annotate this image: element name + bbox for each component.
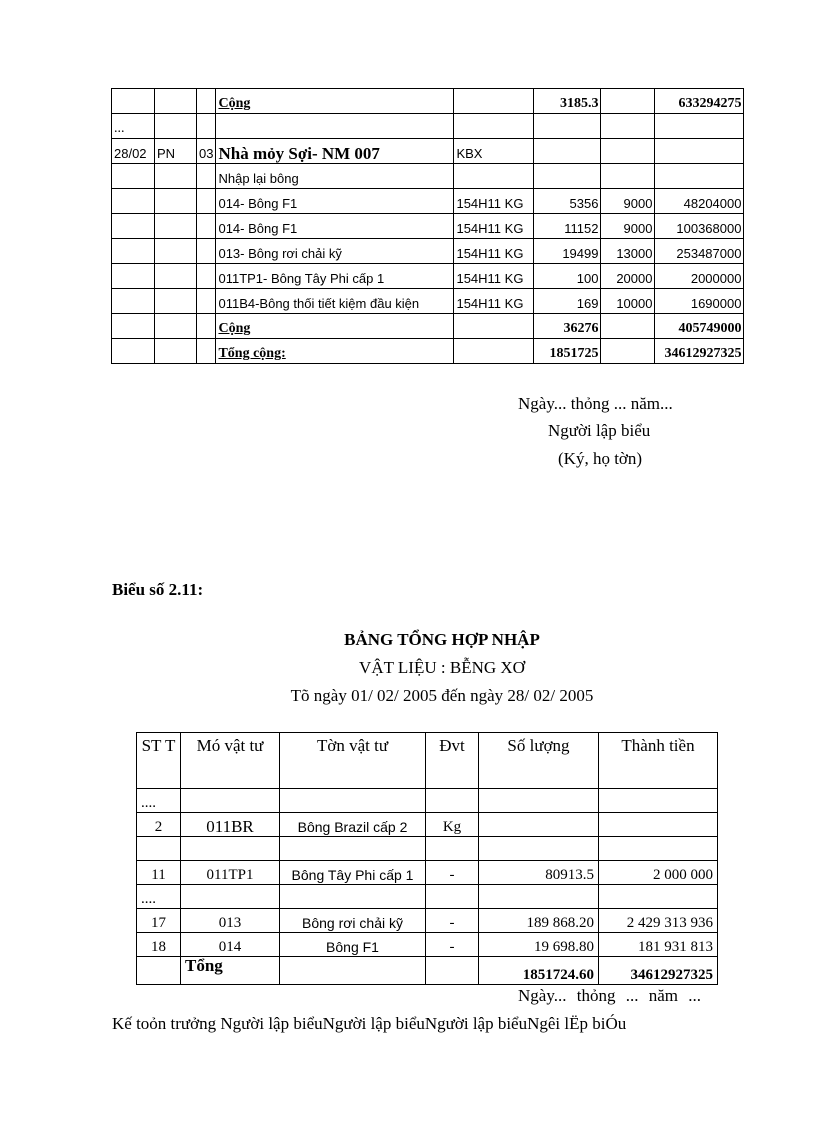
- ledger-doc-type: [155, 339, 197, 364]
- header-amount: Thành tiền: [599, 733, 718, 789]
- ledger-amount: 100368000: [655, 214, 744, 239]
- summary-quantity: [479, 813, 599, 837]
- summary-row: [137, 861, 718, 885]
- ledger-description: Nhập lại bông: [216, 164, 454, 189]
- ledger-doc-no: [197, 239, 216, 264]
- ledger-doc-type: [155, 114, 197, 139]
- ledger-price: [601, 89, 655, 114]
- ledger-account: [454, 164, 534, 189]
- ledger-doc-type: [155, 89, 197, 114]
- header-code: Mó vật tư: [181, 733, 280, 789]
- summary-quantity: 189 868.20: [479, 909, 599, 933]
- ledger-row: [112, 164, 744, 189]
- summary-table: [136, 732, 718, 985]
- ledger-amount: 253487000: [655, 239, 744, 264]
- ledger-row: [112, 339, 744, 364]
- ledger-doc-no: [197, 314, 216, 339]
- summary-amount: [599, 813, 718, 837]
- ledger-doc-no: [197, 339, 216, 364]
- ledger-quantity: 19499: [534, 239, 601, 264]
- summary-code: 013: [181, 909, 280, 933]
- summary-code: [181, 789, 280, 813]
- ledger-quantity: 169: [534, 289, 601, 314]
- summary-stt: 11: [137, 861, 181, 885]
- ledger-price: [601, 114, 655, 139]
- ledger-amount: [655, 114, 744, 139]
- ledger-row: [112, 114, 744, 139]
- ledger-date: [112, 89, 155, 114]
- form-label: Biểu số 2.11:: [112, 580, 204, 599]
- ledger-quantity: 36276: [534, 314, 601, 339]
- ledger-description: 013- Bông rơi chải kỹ: [216, 239, 454, 264]
- ledger-doc-type: [155, 189, 197, 214]
- ledger-quantity: 1851725: [534, 339, 601, 364]
- summary-quantity: 80913.5: [479, 861, 599, 885]
- summary-stt: 2: [137, 813, 181, 837]
- ledger-price: [601, 164, 655, 189]
- ledger-amount: 34612927325: [655, 339, 744, 364]
- summary-amount: 2 000 000: [599, 861, 718, 885]
- summary-quantity: 19 698.80: [479, 933, 599, 957]
- summary-name: Bông Tây Phi cấp 1: [280, 861, 426, 885]
- summary-stt: ....: [137, 885, 181, 909]
- summary-unit: -: [426, 933, 479, 957]
- summary-name: [280, 885, 426, 909]
- ledger-doc-no: [197, 189, 216, 214]
- summary-row: [137, 813, 718, 837]
- summary-quantity: [479, 885, 599, 909]
- ledger-description: 011B4-Bông thối tiết kiệm đầu kiện: [216, 289, 454, 314]
- ledger-description: Cộng: [216, 314, 454, 339]
- summary-amount: 2 429 313 936: [599, 909, 718, 933]
- signature-role: Người lập biểu: [548, 421, 651, 440]
- ledger-description: Cộng: [216, 89, 454, 114]
- ledger-amount: 405749000: [655, 314, 744, 339]
- ledger-amount: 48204000: [655, 189, 744, 214]
- ledger-doc-no: [197, 114, 216, 139]
- total-unit: [426, 957, 479, 985]
- summary-stt: ....: [137, 789, 181, 813]
- ledger-account: 154H11 KG: [454, 289, 534, 314]
- summary-code: [181, 837, 280, 861]
- signature2-date-line: Ngày... thỏng ... năm ...: [518, 986, 701, 1005]
- summary-name: [280, 837, 426, 861]
- summary-stt: [137, 837, 181, 861]
- total-label: Tổng: [181, 957, 280, 985]
- total-stt: [137, 957, 181, 985]
- summary-row: [137, 933, 718, 957]
- header-quantity: Số lượng: [479, 733, 599, 789]
- summary-amount: 181 931 813: [599, 933, 718, 957]
- ledger-price: [601, 139, 655, 164]
- summary-code: 014: [181, 933, 280, 957]
- ledger-description: 014- Bông F1: [216, 189, 454, 214]
- ledger-doc-type: [155, 264, 197, 289]
- summary-unit: [426, 789, 479, 813]
- header-name: Tờn vật tư: [280, 733, 426, 789]
- ledger-account: 154H11 KG: [454, 214, 534, 239]
- summary-name: Bông rơi chải kỹ: [280, 909, 426, 933]
- ledger-amount: 2000000: [655, 264, 744, 289]
- summary-total-row: [137, 957, 718, 985]
- ledger-quantity: 100: [534, 264, 601, 289]
- total-name: [280, 957, 426, 985]
- summary-name: Bông Brazil cấp 2: [280, 813, 426, 837]
- ledger-doc-no: [197, 214, 216, 239]
- ledger-date: 28/02: [112, 139, 155, 164]
- summary-row: [137, 909, 718, 933]
- report-title: BẢNG TỔNG HỢP NHẬP: [344, 630, 540, 649]
- summary-amount: [599, 789, 718, 813]
- ledger-doc-type: [155, 289, 197, 314]
- ledger-doc-no: [197, 164, 216, 189]
- ledger-row: [112, 89, 744, 114]
- ledger-date: [112, 164, 155, 189]
- ledger-description: 014- Bông F1: [216, 214, 454, 239]
- ledger-quantity: [534, 139, 601, 164]
- ledger-description: Tổng cộng:: [216, 339, 454, 364]
- ledger-date: [112, 339, 155, 364]
- summary-stt: 17: [137, 909, 181, 933]
- ledger-description: 011TP1- Bông Tây Phi cấp 1: [216, 264, 454, 289]
- summary-code: [181, 885, 280, 909]
- ledger-price: [601, 339, 655, 364]
- ledger-row: [112, 289, 744, 314]
- ledger-quantity: [534, 164, 601, 189]
- header-unit: Đvt: [426, 733, 479, 789]
- ledger-row: [112, 314, 744, 339]
- summary-stt: 18: [137, 933, 181, 957]
- ledger-doc-no: 03: [197, 139, 216, 164]
- ledger-row: [112, 189, 744, 214]
- ledger-doc-no: [197, 264, 216, 289]
- summary-unit: Kg: [426, 813, 479, 837]
- ledger-doc-type: [155, 214, 197, 239]
- ledger-price: 9000: [601, 189, 655, 214]
- summary-amount: [599, 885, 718, 909]
- ledger-date: [112, 264, 155, 289]
- ledger-date: [112, 239, 155, 264]
- ledger-account: [454, 114, 534, 139]
- ledger-table: [111, 88, 744, 364]
- ledger-amount: [655, 139, 744, 164]
- total-quantity: 1851724.60: [479, 957, 599, 985]
- ledger-account: 154H11 KG: [454, 264, 534, 289]
- ledger-account: [454, 339, 534, 364]
- ledger-date: ...: [112, 114, 155, 139]
- ledger-price: [601, 314, 655, 339]
- summary-row: [137, 789, 718, 813]
- summary-row: [137, 837, 718, 861]
- ledger-quantity: 3185.3: [534, 89, 601, 114]
- summary-header-row: [137, 733, 718, 789]
- ledger-doc-type: [155, 239, 197, 264]
- ledger-date: [112, 214, 155, 239]
- ledger-description: [216, 114, 454, 139]
- signature2-roles: Kế toỏn trưởng Người lập biểuNgười lập biểuNgười lập biểuNgêi lËp biÓu: [112, 1014, 627, 1033]
- ledger-description: Nhà mỏy Sợi- NM 007: [216, 139, 454, 164]
- ledger-amount: 633294275: [655, 89, 744, 114]
- ledger-row: [112, 139, 744, 164]
- report-period: Tõ ngày 01/ 02/ 2005 đến ngày 28/ 02/ 2005: [290, 686, 594, 705]
- header-stt: ST T: [137, 733, 181, 789]
- summary-quantity: [479, 837, 599, 861]
- ledger-amount: [655, 164, 744, 189]
- ledger-quantity: [534, 114, 601, 139]
- summary-name: [280, 789, 426, 813]
- summary-amount: [599, 837, 718, 861]
- ledger-price: 9000: [601, 214, 655, 239]
- ledger-price: 20000: [601, 264, 655, 289]
- ledger-account: 154H11 KG: [454, 189, 534, 214]
- signature-note: (Ký, họ tờn): [558, 449, 643, 468]
- ledger-doc-no: [197, 289, 216, 314]
- ledger-date: [112, 314, 155, 339]
- ledger-row: [112, 264, 744, 289]
- summary-unit: [426, 885, 479, 909]
- total-amount: 34612927325: [599, 957, 718, 985]
- summary-row: [137, 885, 718, 909]
- ledger-row: [112, 239, 744, 264]
- ledger-price: 13000: [601, 239, 655, 264]
- summary-unit: -: [426, 861, 479, 885]
- ledger-doc-no: [197, 89, 216, 114]
- summary-code: 011TP1: [181, 861, 280, 885]
- ledger-row: [112, 214, 744, 239]
- ledger-quantity: 5356: [534, 189, 601, 214]
- ledger-account: KBX: [454, 139, 534, 164]
- summary-unit: [426, 837, 479, 861]
- ledger-doc-type: [155, 314, 197, 339]
- ledger-account: [454, 314, 534, 339]
- ledger-doc-type: PN: [155, 139, 197, 164]
- signature-date-line: Ngày... thỏng ... năm...: [518, 394, 673, 413]
- ledger-quantity: 11152: [534, 214, 601, 239]
- ledger-price: 10000: [601, 289, 655, 314]
- summary-unit: -: [426, 909, 479, 933]
- summary-quantity: [479, 789, 599, 813]
- ledger-account: 154H11 KG: [454, 239, 534, 264]
- ledger-date: [112, 189, 155, 214]
- summary-code: 011BR: [181, 813, 280, 837]
- ledger-doc-type: [155, 164, 197, 189]
- report-subtitle: VẬT LIỆU : BỄNG XƠ: [359, 658, 525, 677]
- ledger-account: [454, 89, 534, 114]
- summary-name: Bông F1: [280, 933, 426, 957]
- ledger-date: [112, 289, 155, 314]
- ledger-amount: 1690000: [655, 289, 744, 314]
